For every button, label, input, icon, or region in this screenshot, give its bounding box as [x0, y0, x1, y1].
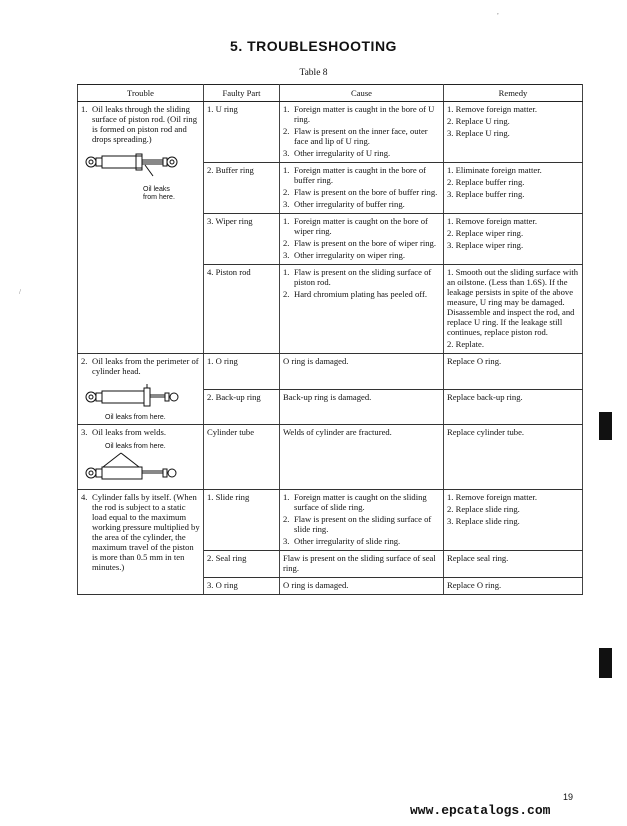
remedy-item: 3. Replace slide ring.	[447, 516, 520, 526]
trouble-description: Oil leaks through the sliding surface of piston rod. (Oil ring is formed on piston rod and drops spreading.)	[92, 104, 198, 144]
faulty-part-cell: 1. Slide ring	[204, 490, 280, 551]
table-row	[78, 354, 583, 390]
cause-text: O ring is damaged.	[283, 356, 349, 366]
cylinder-figure	[81, 443, 200, 487]
cause-cell	[280, 214, 444, 265]
cause-item	[283, 580, 440, 592]
cause-cell	[280, 354, 444, 390]
trouble-number: 4.	[81, 492, 88, 502]
remedy-item: 1. Remove foreign matter.	[447, 216, 537, 226]
remedy-cell	[444, 354, 583, 390]
cause-item	[283, 187, 440, 199]
cause-number: 1.	[283, 492, 290, 502]
trouble-cell	[78, 425, 204, 490]
trouble-description: Oil leaks from the perimeter of cylinder head.	[92, 356, 199, 376]
cause-cell	[280, 578, 444, 595]
cause-text: Flaw is present on the inner face, outer face and lip of U ring.	[294, 126, 428, 146]
trouble-cell	[78, 102, 204, 354]
cause-item	[283, 199, 440, 211]
cause-cell	[280, 551, 444, 578]
cause-number: 2.	[283, 238, 290, 248]
scan-mark: ,	[497, 8, 499, 16]
cause-number: 3.	[283, 250, 290, 260]
remedy-cell	[444, 102, 583, 163]
cause-item	[283, 238, 440, 250]
table-caption: Table 8	[299, 68, 328, 78]
trouble-description: Cylinder falls by itself. (When the rod is subject to a static load equal to the maximum working pressure multiplied by the area of the cylinder, the maximum travel of the piston is more than 0.5 mm in ten minutes.)	[92, 492, 200, 572]
cause-cell	[280, 102, 444, 163]
cause-text: Welds of cylinder are fractured.	[283, 427, 392, 437]
trouble-cell	[78, 354, 204, 425]
remedy-cell	[444, 490, 583, 551]
trouble-text	[81, 104, 200, 146]
cause-item	[283, 165, 440, 187]
cause-text: Other irregularity on wiper ring.	[294, 250, 405, 260]
remedy-item: 2. Replace buffer ring.	[447, 177, 525, 187]
cause-item	[283, 514, 440, 536]
cause-text: Flaw is present on the sliding surface of seal ring.	[283, 553, 436, 573]
trouble-number: 1.	[81, 104, 88, 114]
cause-item	[283, 148, 440, 160]
remedy-item: 3. Replace wiper ring.	[447, 240, 524, 250]
trouble-text	[81, 356, 200, 378]
remedy-item: Replace back-up ring.	[447, 391, 523, 402]
cause-number: 2.	[283, 514, 290, 524]
remedy-cell	[444, 163, 583, 214]
remedy-cell	[444, 389, 583, 425]
faulty-part-cell: Cylinder tube	[204, 425, 280, 490]
trouble-number: 3.	[81, 427, 88, 437]
cause-number: 1.	[283, 216, 290, 226]
cause-item	[283, 536, 440, 548]
faulty-part-cell: 1. O ring	[204, 354, 280, 390]
cause-number: 1.	[283, 165, 290, 175]
cause-number: 2.	[283, 126, 290, 136]
cause-number: 3.	[283, 536, 290, 546]
remedy-item: 3. Replace U ring.	[447, 128, 510, 138]
cause-item	[283, 267, 440, 289]
trouble-description: Oil leaks from welds.	[92, 427, 166, 437]
header-remedy: Remedy	[444, 85, 583, 102]
cause-text: Flaw is present on the bore of buffer ring.	[294, 187, 438, 197]
side-tab-marker	[599, 648, 612, 678]
cause-cell	[280, 490, 444, 551]
cause-item	[283, 427, 440, 439]
cause-text: Flaw is present on the sliding surface of piston rod.	[294, 267, 432, 287]
cause-text: O ring is damaged.	[283, 580, 349, 590]
remedy-cell	[444, 551, 583, 578]
cause-cell	[280, 265, 444, 354]
trouble-text	[81, 427, 200, 439]
remedy-item: 3. Replace buffer ring.	[447, 189, 525, 199]
cause-number: 2.	[283, 289, 290, 299]
header-trouble: Trouble	[78, 85, 204, 102]
faulty-part-cell: 3. O ring	[204, 578, 280, 595]
cause-item	[283, 553, 440, 575]
troubleshooting-table	[77, 84, 583, 595]
header-cause: Cause	[280, 85, 444, 102]
cylinder-figure	[81, 150, 200, 202]
website-watermark: www.epcatalogs.com	[410, 803, 551, 818]
cause-item	[283, 492, 440, 514]
remedy-cell	[444, 265, 583, 354]
cause-item	[283, 126, 440, 148]
remedy-item: Replace O ring.	[447, 580, 502, 590]
cause-number: 2.	[283, 187, 290, 197]
remedy-item: Replace cylinder tube.	[447, 427, 525, 437]
remedy-cell	[444, 578, 583, 595]
cause-number: 1.	[283, 267, 290, 277]
remedy-item: Replace seal ring.	[447, 553, 509, 563]
cause-item	[283, 216, 440, 238]
remedy-item: 1. Smooth out the sliding surface with an oilstone. (Less than 1.6S). If the leakage persists in spite of the above measure, U ring may be damaged. Disassemble and inspect the rod, and replace U ring. If the leakage still continues, replace piston rod.	[447, 267, 579, 337]
cause-item	[283, 104, 440, 126]
remedy-item: 1. Remove foreign matter.	[447, 492, 537, 502]
remedy-item: 2. Replace wiper ring.	[447, 228, 524, 238]
header-faulty-part: Faulty Part	[204, 85, 280, 102]
table-row	[78, 425, 583, 490]
cause-text: Other irregularity of U ring.	[294, 148, 391, 158]
faulty-part-cell: 2. Seal ring	[204, 551, 280, 578]
remedy-item: 2. Replace slide ring.	[447, 504, 520, 514]
cylinder-figure	[81, 382, 200, 422]
table-row	[78, 490, 583, 551]
remedy-item: 1. Eliminate foreign matter.	[447, 165, 542, 175]
section-title: 5. TROUBLESHOOTING	[230, 38, 397, 54]
cause-item	[283, 392, 440, 404]
remedy-item: 2. Replate.	[447, 339, 484, 349]
faulty-part-cell: 1. U ring	[204, 102, 280, 163]
cause-item	[283, 250, 440, 262]
cause-cell	[280, 389, 444, 425]
side-tab-marker	[599, 412, 612, 440]
remedy-item: Replace O ring.	[447, 356, 502, 366]
cause-text: Foreign matter is caught in the bore of buffer ring.	[294, 165, 426, 185]
figure-caption: Oil leaks from here.	[105, 414, 166, 421]
cause-text: Flaw is present on the bore of wiper ring.	[294, 238, 437, 248]
faulty-part-cell: 4. Piston rod	[204, 265, 280, 354]
cause-text: Back-up ring is damaged.	[283, 391, 372, 402]
remedy-cell	[444, 425, 583, 490]
page-number: 19	[563, 792, 574, 802]
faulty-part-cell: 2. Buffer ring	[204, 163, 280, 214]
table-header-row	[78, 85, 583, 102]
figure-caption: Oil leaks from here.	[143, 186, 175, 201]
cause-number: 3.	[283, 199, 290, 209]
remedy-cell	[444, 214, 583, 265]
cause-number: 1.	[283, 104, 290, 114]
cause-cell	[280, 163, 444, 214]
cause-text: Other irregularity of slide ring.	[294, 536, 401, 546]
remedy-item: 2. Replace U ring.	[447, 116, 510, 126]
cause-cell	[280, 425, 444, 490]
cause-text: Foreign matter is caught on the bore of wiper ring.	[294, 216, 428, 236]
cause-number: 3.	[283, 148, 290, 158]
figure-caption: Oil leaks from here.	[105, 443, 166, 450]
cause-item	[283, 356, 440, 368]
remedy-item: 1. Remove foreign matter.	[447, 104, 537, 114]
trouble-number: 2.	[81, 356, 88, 366]
cause-text: Foreign matter is caught in the bore of U ring.	[294, 104, 435, 124]
cause-text: Other irregularity of buffer ring.	[294, 199, 405, 209]
table-row	[78, 102, 583, 163]
cause-item	[283, 289, 440, 301]
trouble-text	[81, 492, 200, 574]
scan-mark: /	[19, 288, 21, 296]
faulty-part-cell: 3. Wiper ring	[204, 214, 280, 265]
trouble-cell	[78, 490, 204, 595]
cause-text: Foreign matter is caught on the sliding surface of slide ring.	[294, 492, 427, 512]
cause-text: Flaw is present on the sliding surface of slide ring.	[294, 514, 432, 534]
faulty-part-cell: 2. Back-up ring	[204, 389, 280, 425]
cause-text: Hard chromium plating has peeled off.	[294, 289, 428, 299]
